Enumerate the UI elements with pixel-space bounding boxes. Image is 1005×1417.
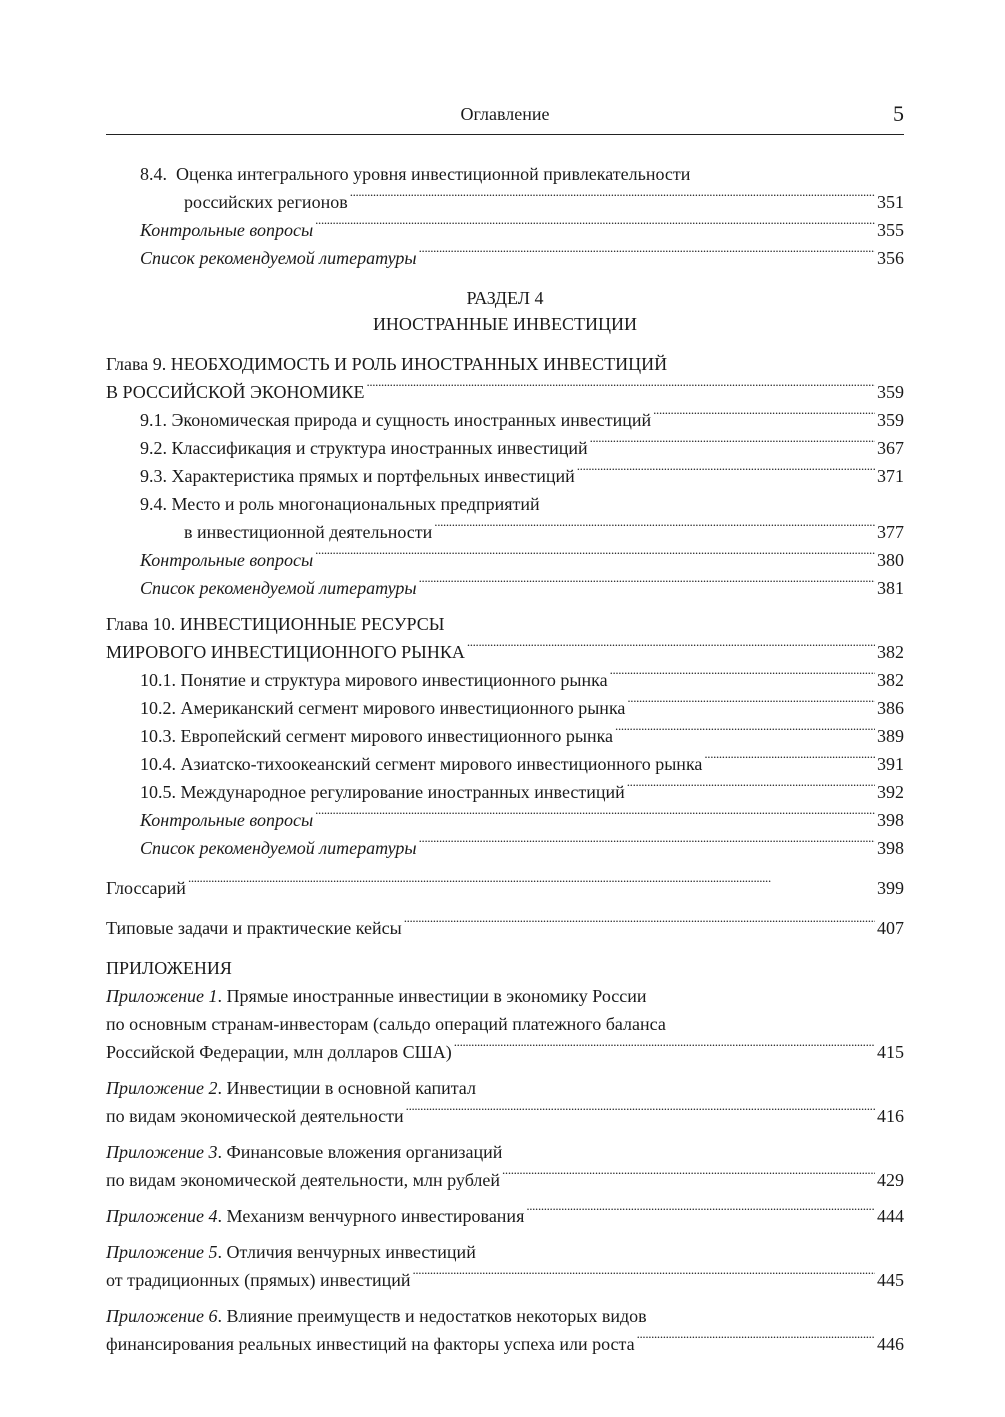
toc-appendix-2-line1: Приложение 2. Инвестиции в основной капитал xyxy=(106,1078,476,1098)
toc-entry-9-4-line1: 9.4. Место и роль многонациональных предприятий xyxy=(140,494,540,514)
header-title: Оглавление xyxy=(460,104,550,124)
toc-entry-8-4-line1: 8.4. Оценка интегрального уровня инвестиционной привлекательности xyxy=(140,164,691,184)
toc-appendix-1-line3: Российской Федерации, млн долларов США) . . . 415 xyxy=(106,1038,904,1066)
toc-entry-ch9-literature: Список рекомендуемой литературы . . . 381 xyxy=(106,574,904,602)
toc-entry-9-3: 9.3. Характеристика прямых и портфельных инвестиций . . . 371 xyxy=(106,462,904,490)
toc-entry-10-1: 10.1. Понятие и структура мирового инвестиционного рынка . . . 382 xyxy=(106,666,904,694)
page-number: 5 xyxy=(893,101,904,126)
toc-entry-9-1: 9.1. Экономическая природа и сущность иностранных инвестиций . . . 359 xyxy=(106,406,904,434)
toc-entry-10-4: 10.4. Азиатско-тихоокеанский сегмент мирового инвестиционного рынка . . . 391 xyxy=(106,750,904,778)
running-header xyxy=(106,100,904,135)
toc-appendix-5-line1: Приложение 5. Отличия венчурных инвестиций xyxy=(106,1242,476,1262)
toc-entry-9-2: 9.2. Классификация и структура иностранных инвестиций . . . 367 xyxy=(106,434,904,462)
toc-chapter-9-line1: Глава 9. НЕОБХОДИМОСТЬ И РОЛЬ ИНОСТРАННЫХ ИНВЕСТИЦИЙ xyxy=(106,354,668,374)
toc-appendix-3-line1: Приложение 3. Финансовые вложения организаций xyxy=(106,1142,503,1162)
toc-appendix-3-line2: по видам экономической деятельности, млн рублей . . . 429 xyxy=(106,1166,904,1194)
toc-appendix-6-line2: финансирования реальных инвестиций на факторы успеха или роста . . . 446 xyxy=(106,1330,904,1358)
section-title: ИНОСТРАННЫЕ ИНВЕСТИЦИИ xyxy=(372,314,638,334)
toc-page: 351 xyxy=(877,192,904,212)
section-label: РАЗДЕЛ 4 xyxy=(466,288,544,308)
toc-entry-ch8-literature: Список рекомендуемой литературы . . . 356 xyxy=(106,244,904,272)
toc-entry-10-5: 10.5. Международное регулирование иностранных инвестиций . . . 392 xyxy=(106,778,904,806)
toc-appendix-1-line2: по основным странам-инвесторам (сальдо операций платежного баланса xyxy=(106,1014,666,1034)
toc-entry-9-4-line2: в инвестиционной деятельности . . . 377 xyxy=(106,518,904,546)
toc-entry-ch10-literature: Список рекомендуемой литературы . . . 398 xyxy=(106,834,904,862)
appendices-heading: ПРИЛОЖЕНИЯ xyxy=(106,958,232,978)
toc-entry-ch10-questions: Контрольные вопросы . . . 398 xyxy=(106,806,904,834)
toc-entry-glossary: Глоссарий . . . 399 xyxy=(106,874,904,902)
table-of-contents xyxy=(106,160,904,1358)
toc-entry-8-4-line2: российских регионов . . . 351 xyxy=(106,188,904,216)
toc-entry-tasks: Типовые задачи и практические кейсы . . . 407 xyxy=(106,914,904,942)
toc-appendix-1-line1: Приложение 1. Прямые иностранные инвестиции в экономику России xyxy=(106,986,647,1006)
toc-appendix-4: Приложение 4. Механизм венчурного инвестирования . . . 444 xyxy=(106,1202,904,1230)
toc-appendix-6-line1: Приложение 6. Влияние преимуществ и недостатков некоторых видов xyxy=(106,1306,647,1326)
toc-chapter-10-line2: МИРОВОГО ИНВЕСТИЦИОННОГО РЫНКА . . . 382 xyxy=(106,638,904,666)
toc-entry-ch9-questions: Контрольные вопросы . . . 380 xyxy=(106,546,904,574)
toc-entry-10-2: 10.2. Американский сегмент мирового инвестиционного рынка . . . 386 xyxy=(106,694,904,722)
toc-appendix-5-line2: от традиционных (прямых) инвестиций . . . 445 xyxy=(106,1266,904,1294)
toc-chapter-9-line2: В РОССИЙСКОЙ ЭКОНОМИКЕ . . . 359 xyxy=(106,378,904,406)
toc-appendix-2-line2: по видам экономической деятельности . . . 416 xyxy=(106,1102,904,1130)
toc-entry-ch8-questions: Контрольные вопросы . . . 355 xyxy=(106,216,904,244)
toc-chapter-10-line1: Глава 10. ИНВЕСТИЦИОННЫЕ РЕСУРСЫ xyxy=(106,614,445,634)
toc-entry-10-3: 10.3. Европейский сегмент мирового инвестиционного рынка . . . 389 xyxy=(106,722,904,750)
